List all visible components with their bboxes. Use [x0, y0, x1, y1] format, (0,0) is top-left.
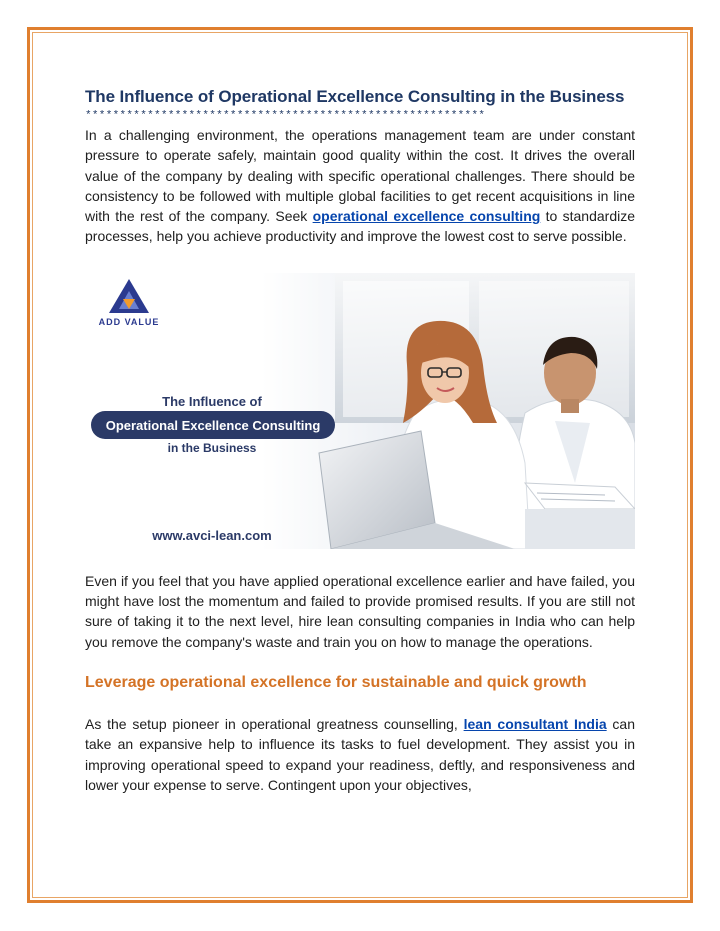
operational-excellence-consulting-link[interactable]: operational excellence consulting: [312, 208, 541, 225]
hero-banner-image: [85, 273, 635, 549]
third-text-before: As the setup pioneer in operational greatness counselling,: [85, 715, 464, 732]
lean-consultant-india-link[interactable]: lean consultant India: [463, 715, 607, 732]
banner-line-3: in the Business: [167, 440, 257, 455]
third-text-after: can take an expansive help to influence its tasks to fuel development. They assist you in improving operational speed to expand your readiness, deftly, and responsiveness and lower your expense to serve. Contingent upon your objectives,: [85, 715, 635, 793]
logo-text: ADD VALUE: [98, 316, 160, 327]
article-title: The Influence of Operational Excellence Consulting in the Business: [85, 87, 625, 106]
title-separator: **********************************************************: [85, 110, 486, 122]
banner-line-1: The Influence of: [162, 393, 262, 409]
intro-paragraph: [85, 125, 635, 247]
intro-text-before: In a challenging environment, the operations management team are under constant pressure to operate safely, maintain good quality within the cost. It drives the overall value of the company by dealing with specific operational challenges. There should be consistency to be followed with multiple global facilities to get recent acquisitions in line with the rest of the company. Seek: [85, 127, 635, 225]
section-heading: Leverage operational excellence for sustainable and quick growth: [85, 673, 587, 691]
banner-url: www.avci-lean.com: [152, 527, 272, 543]
documents-illustration: [525, 483, 635, 549]
second-paragraph: Even if you feel that you have applied operational excellence earlier and have failed, you might have lost the momentum and failed to provide promised results. If you are still not sure of taking it to the next level, hire lean consulting companies in India who can help you remove the company's waste and train you on how to manage the operations.: [85, 572, 635, 650]
third-paragraph: [85, 714, 635, 795]
article: [85, 86, 635, 795]
intro-text-after: to standardize processes, help you achieve productivity and improve the lowest cost to serve possible.: [85, 208, 635, 245]
banner-line-2: Operational Excellence Consulting: [105, 417, 321, 433]
